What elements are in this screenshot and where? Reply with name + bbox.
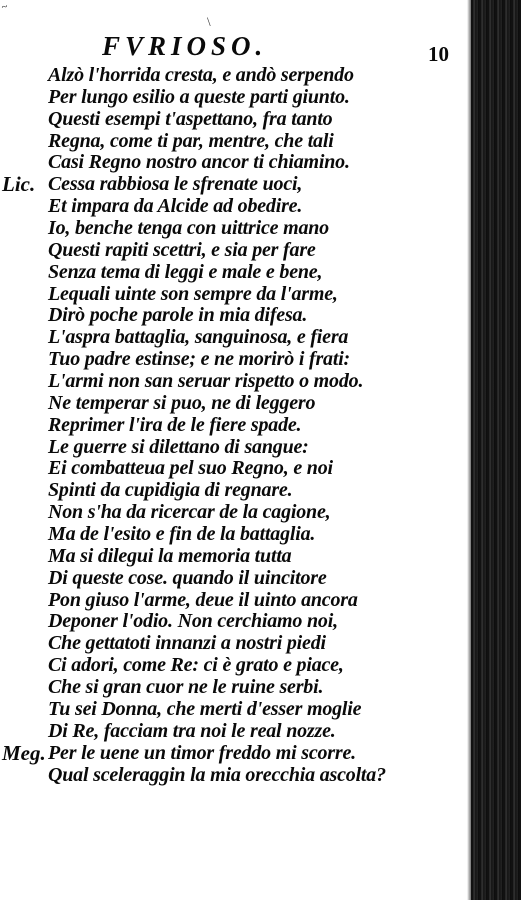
verse-text: Lequali uinte son sempre da l'arme, xyxy=(48,282,338,305)
verse-line xyxy=(0,327,460,349)
verse-text: Per le uene un timor freddo mi scorre. xyxy=(48,741,356,764)
verse-text: Deponer l'odio. Non cerchiamo noi, xyxy=(48,610,338,633)
verse-line xyxy=(0,87,460,109)
verse-line xyxy=(0,371,460,393)
verse-text: Di Re, facciam tra noi le real nozze. xyxy=(48,719,336,742)
verse-line xyxy=(0,305,460,327)
verse-line xyxy=(0,393,460,415)
verse-text: Le guerre si dilettano di sangue: xyxy=(48,435,309,458)
verse-line xyxy=(0,655,460,677)
verse-line xyxy=(0,699,460,721)
verse-line xyxy=(0,284,460,306)
verse-text: Senza tema di leggi e male e bene, xyxy=(48,260,323,283)
verse-text: Per lungo esilio a queste parti giunto. xyxy=(48,85,350,108)
verse-text: Di queste cose. quando il uincitore xyxy=(48,566,327,589)
verse-text: Alzò l'horrida cresta, e andò serpendo xyxy=(48,64,354,86)
verse-line xyxy=(0,721,460,743)
verse-line xyxy=(0,174,460,196)
verse-text: Ci adori, come Re: ci è grato e piace, xyxy=(48,654,344,677)
speaker-label: Lic. xyxy=(2,172,36,197)
verse-line xyxy=(0,152,460,174)
verse-text: Questi rapiti scettri, e sia per fare xyxy=(48,238,316,261)
verse-text: Ei combatteua pel suo Regno, e noi xyxy=(48,457,333,480)
verse-text: Tuo padre estinse; e ne morirò i frati: xyxy=(48,348,351,371)
verse-text: Non s'ha da ricercar de la cagione, xyxy=(48,501,331,524)
verse-line xyxy=(0,633,460,655)
stray-mark: \ xyxy=(207,14,211,29)
verse-text: Io, benche tenga con uittrice mano xyxy=(48,217,329,240)
verse-line xyxy=(0,131,460,153)
verse-text: Cessa rabbiosa le sfrenate uoci, xyxy=(48,173,303,196)
verse-line xyxy=(0,524,460,546)
verse-line xyxy=(0,349,460,371)
verse-line xyxy=(0,740,460,765)
speaker-label: Meg. xyxy=(2,740,46,765)
verse-line xyxy=(0,218,460,240)
verse-text: Qual sceleraggin la mia orecchia ascolta? xyxy=(48,763,386,786)
verse-text: Pon giuso l'arme, deue il uinto ancora xyxy=(48,588,358,611)
verse-line xyxy=(0,240,460,262)
verse-text: Reprimer l'ira de le fiere spade. xyxy=(48,413,302,436)
verse-text: Et impara da Alcide ad obedire. xyxy=(48,195,303,218)
verse-text: Casi Regno nostro ancor ti chiamino. xyxy=(48,151,350,174)
verse-line xyxy=(0,480,460,502)
verse-text: Che si gran cuor ne le ruine serbi. xyxy=(48,676,324,699)
corner-mark: ~ xyxy=(0,0,10,14)
verse-line xyxy=(0,765,460,787)
verse-line xyxy=(0,611,460,633)
verse-text: Ma de l'esito e fin de la battaglia. xyxy=(48,523,316,546)
verse-text: Ma si dilegui la memoria tutta xyxy=(48,544,292,567)
verse-text: Che gettatoti innanzi a nostri piedi xyxy=(48,632,326,655)
verse-line xyxy=(0,677,460,699)
verse-text: Ne temperar si puo, ne di leggero xyxy=(48,391,316,414)
verse-line xyxy=(0,262,460,284)
verse-line xyxy=(0,415,460,437)
verse-block xyxy=(0,65,460,786)
running-head: FVRIOSO. xyxy=(102,31,268,61)
verse-line xyxy=(0,546,460,568)
page-number: 10 xyxy=(428,42,449,66)
verse-text: Spinti da cupidigia di regnare. xyxy=(48,479,293,502)
verse-text: L'aspra battaglia, sanguinosa, e fiera xyxy=(48,326,349,349)
verse-text: Dirò poche parole in mia difesa. xyxy=(48,304,308,327)
verse-text: L'armi non san seruar rispetto o modo. xyxy=(48,370,364,393)
verse-line xyxy=(0,568,460,590)
verse-line xyxy=(0,458,460,480)
verse-line xyxy=(0,437,460,459)
verse-text: Questi esempi t'aspettano, fra tanto xyxy=(48,107,333,130)
verse-text: Tu sei Donna, che merti d'esser moglie xyxy=(48,697,362,720)
verse-line xyxy=(0,590,460,612)
verse-line xyxy=(0,109,460,131)
verse-line xyxy=(0,196,460,218)
verse-line xyxy=(0,502,460,524)
book-fore-edge xyxy=(471,0,521,900)
verse-text: Regna, come ti par, mentre, che tali xyxy=(48,129,334,152)
verse-line xyxy=(0,65,460,87)
